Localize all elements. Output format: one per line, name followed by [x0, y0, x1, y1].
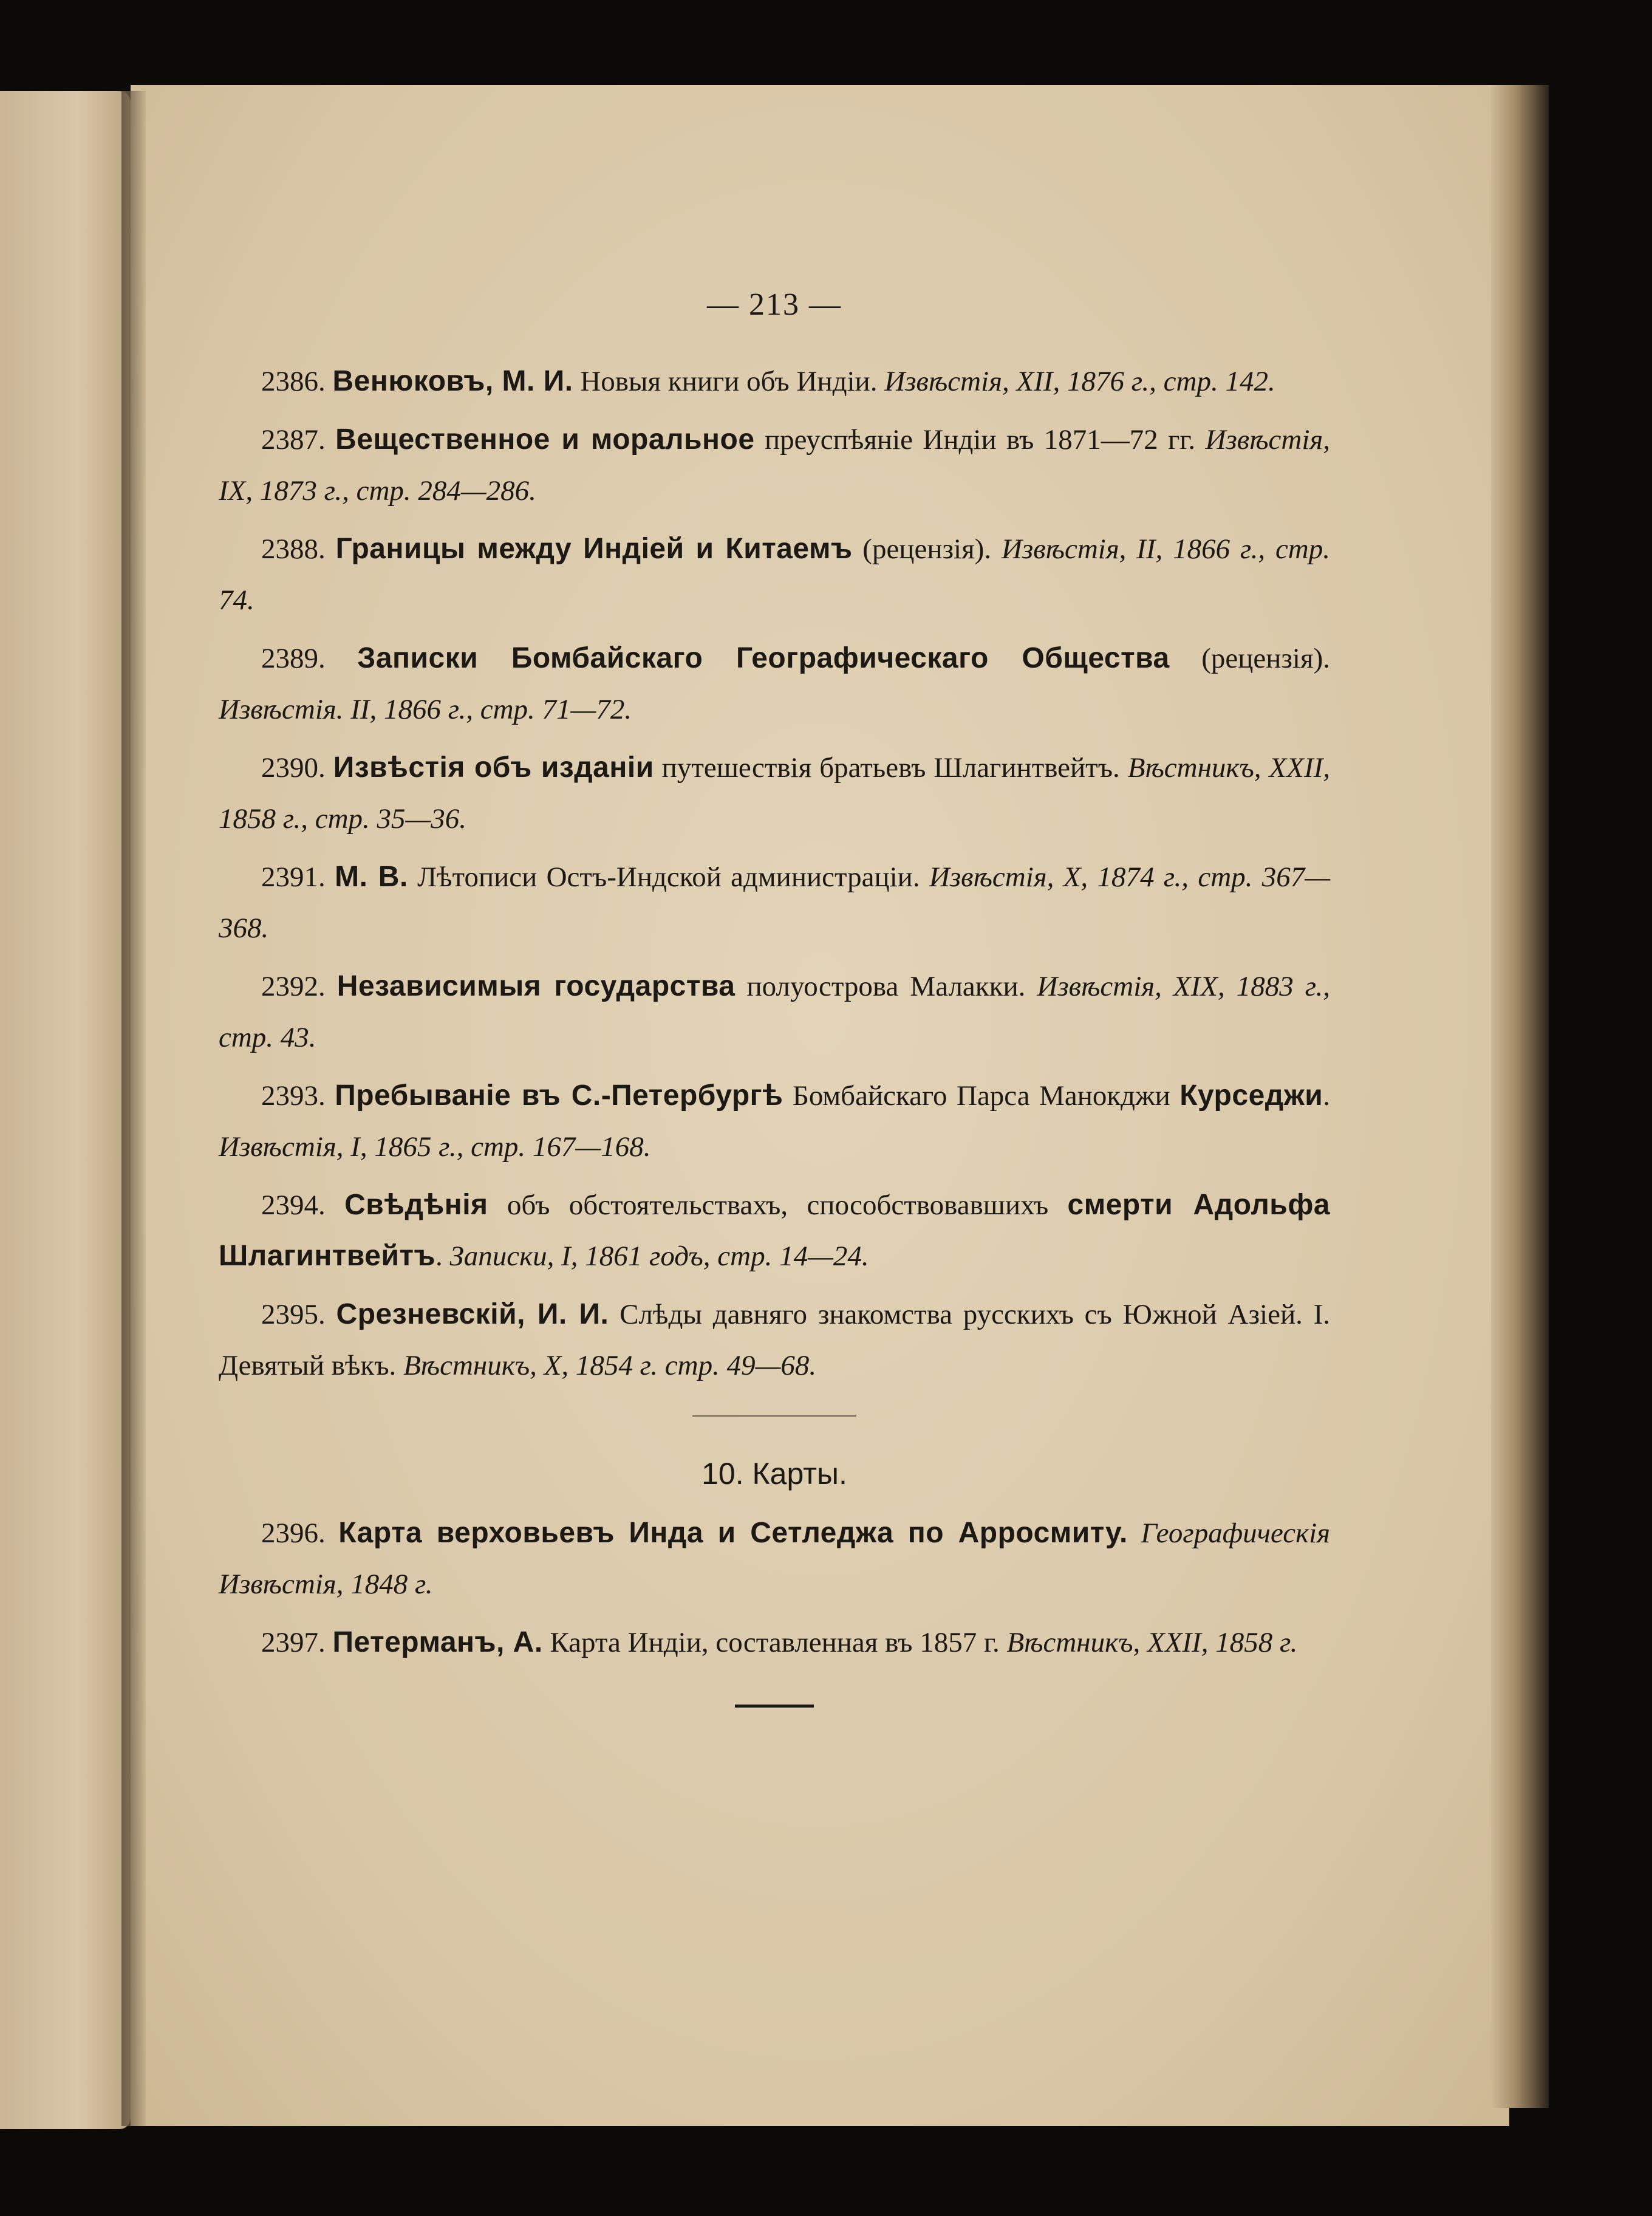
entry-number: 2391.	[261, 861, 326, 893]
entry-author: Независимыя государства	[336, 970, 736, 1002]
entry-number: 2397.	[261, 1627, 326, 1658]
page-number: — 213 —	[707, 287, 842, 322]
entry-number: 2388.	[261, 533, 326, 565]
end-rule	[735, 1705, 814, 1708]
section-title: 10. Карты.	[701, 1457, 847, 1491]
entry-author: Петерманъ, А.	[332, 1626, 543, 1658]
entry-source: Вѣстникъ, X, 1854 г. стр. 49—68.	[403, 1350, 817, 1381]
entry-2386	[219, 356, 1330, 407]
entry-text: преуспѣяніе Индіи въ 1871—72 гг.	[754, 424, 1206, 456]
entry-2396	[219, 1508, 1330, 1610]
entry-2394	[219, 1180, 1330, 1282]
book-gutter	[121, 91, 146, 2126]
entry-source: Извѣстія, I, 1865 г., стр. 167—168.	[219, 1131, 651, 1163]
entry-text: Лѣтописи Остъ-Индской администраціи.	[408, 861, 929, 893]
entry-source: Вѣстникъ, XXII, 1858 г., стр. 35—36.	[219, 752, 1331, 835]
entry-2395	[219, 1289, 1330, 1391]
entry-text: объ обстоятельствахъ, способствовавшихъ	[488, 1189, 1068, 1221]
entry-author: Карта верховьевъ Инда и Сетледжа по Арросмиту.	[338, 1517, 1128, 1549]
entry-source: Записки, I, 1861 годъ, стр. 14—24.	[449, 1240, 869, 1272]
entry-author: Венюковъ, М. И.	[332, 365, 573, 397]
entry-author: Извѣстія объ изданіи	[333, 751, 654, 784]
entry-author: Записки Бомбайскаго Географическаго Общества	[357, 642, 1170, 674]
entry-source: Извѣстія. II, 1866 г., стр. 71—72.	[219, 694, 632, 725]
entry-2388	[219, 524, 1330, 626]
entry-source: Вѣстникъ, XXII, 1858 г.	[1006, 1627, 1298, 1658]
entry-2393	[219, 1070, 1330, 1172]
entry-number: 2396.	[261, 1517, 326, 1549]
entry-2392	[219, 961, 1330, 1063]
entry-author: Пребываніе въ С.-Петербургѣ	[335, 1079, 783, 1112]
entry-text: полуострова Малакки.	[735, 971, 1037, 1002]
entry-text	[1128, 1517, 1141, 1549]
entry-number: 2393.	[261, 1080, 326, 1112]
entry-2389	[219, 633, 1330, 735]
entry-author: Свѣдѣнія	[344, 1189, 488, 1221]
entry-2390	[219, 742, 1330, 844]
entry-author: Границы между Индіей и Китаемъ	[335, 533, 853, 565]
section-divider	[692, 1415, 856, 1417]
entry-number: 2395.	[261, 1299, 326, 1330]
page-stack-edge	[1491, 85, 1549, 2108]
entry-2397	[219, 1617, 1330, 1668]
entry-number: 2387.	[261, 424, 326, 456]
entry-number: 2394.	[261, 1189, 326, 1221]
entry-number: 2392.	[261, 971, 326, 1002]
left-page-edge	[0, 91, 131, 2129]
entry-text-secondary: .	[1323, 1080, 1331, 1112]
entry-source: Географическія Извѣстія, 1848 г.	[219, 1517, 1331, 1600]
entry-text-secondary: .	[435, 1240, 450, 1272]
entry-author-secondary: смерти Адольфа Шлагинтвейтъ	[219, 1189, 1331, 1272]
entry-source: Извѣстія, XIX, 1883 г., стр. 43.	[219, 971, 1331, 1053]
entry-text: (рецензія).	[852, 533, 1002, 565]
entry-2391	[219, 852, 1330, 954]
entry-source: Извѣстія, X, 1874 г., стр. 367—368.	[219, 861, 1331, 944]
entry-author-secondary: Курседжи	[1179, 1079, 1323, 1112]
entry-text: Бомбайскаго Парса Манокджи	[783, 1080, 1180, 1112]
entry-text: Новыя книги объ Индіи.	[573, 366, 885, 397]
entry-source: Извѣстія, IX, 1873 г., стр. 284—286.	[219, 424, 1331, 507]
entry-source: Извѣстія, XII, 1876 г., стр. 142.	[884, 366, 1275, 397]
entry-source: Извѣстія, II, 1866 г., стр. 74.	[219, 533, 1330, 616]
entry-text: (рецензія).	[1169, 643, 1331, 674]
entry-number: 2386.	[261, 366, 326, 397]
entry-text: Слѣды давняго знакомства русскихъ съ Южной Азіей. I. Девятый вѣкъ.	[219, 1299, 1331, 1381]
entry-text: путешествія братьевъ Шлагинтвейтъ.	[654, 752, 1128, 784]
entry-number: 2389.	[261, 643, 326, 674]
entry-number: 2390.	[261, 752, 326, 784]
entry-author: Срезневскій, И. И.	[336, 1298, 609, 1330]
entry-2387	[219, 414, 1330, 516]
entry-author: М. В.	[335, 861, 408, 893]
entry-text: Карта Индіи, составленная въ 1857 г.	[542, 1627, 1007, 1658]
entry-author: Вещественное и моральное	[335, 423, 755, 456]
page-text	[219, 279, 1330, 1708]
